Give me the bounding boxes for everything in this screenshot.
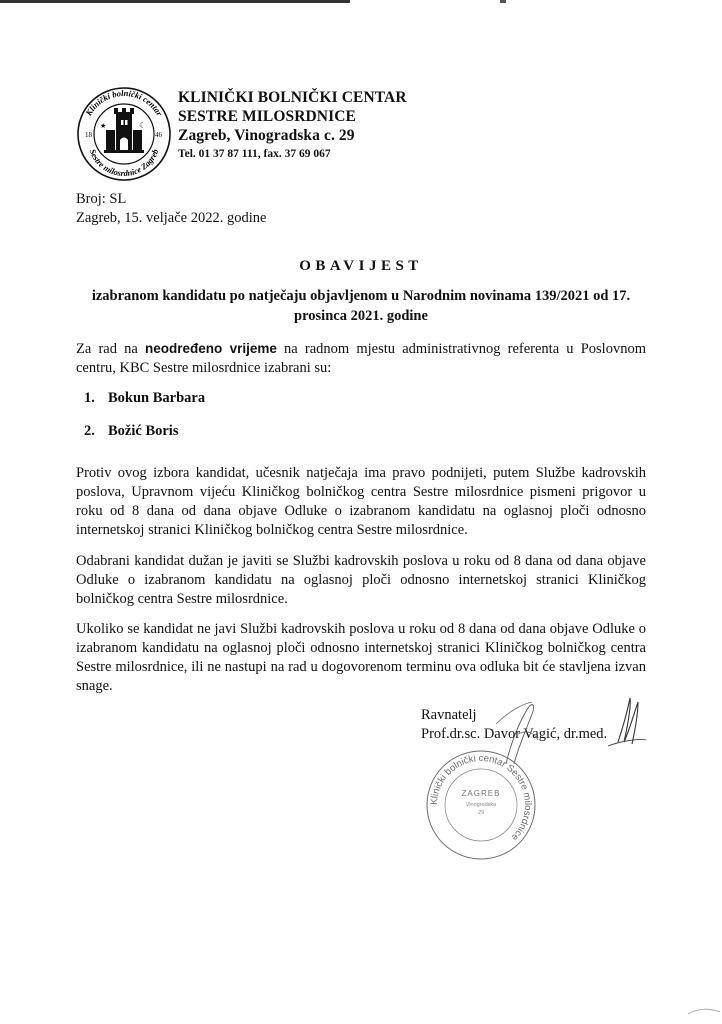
org-name-line2: SESTRE MILOSRDNICE [178,108,356,125]
org-name-line1: KLINIČKI BOLNIČKI CENTAR [178,89,407,106]
logo-year-left: 18 [85,131,92,139]
revocation-paragraph: Ukoliko se kandidat ne javi Službi kadrovskih poslova u roku od 8 dana od dana objave Odluke o izabranom kandidatu na oglasnoj ploči odnosno internetskoj stranici Kliničkog bolničkog centra Sestre milosrdnice, ili ne nastupi na rad u dogovorenom terminu ova odluka bit će stavljena izvan snage. [76,621,646,694]
list-item [84,388,205,408]
star-icon: ★ [100,122,107,130]
stamp-center-text: ZAGREB [461,789,501,798]
document-meta [76,190,266,228]
organization-header [178,88,407,164]
official-stamp [424,748,538,862]
intro-emphasis: neodređeno vrijeme [145,341,277,356]
candidate-list [84,388,205,454]
scan-edge-line [0,0,350,3]
list-item [84,421,205,441]
stamp-center-sub: Vinogradska [465,802,497,808]
document-subtitle: izabranom kandidatu po natječaju objavljenom u Narodnim novinama 139/2021 od 17. prosinca 2021. godine [91,288,631,324]
document-date: Zagreb, 15. veljače 2022. godine [76,210,267,226]
list-item-number: 1. [84,390,95,406]
scan-edge-mark [500,0,506,3]
stamp-center-number: 29 [477,810,485,816]
candidate-name: Bokun Barbara [108,390,206,406]
objection-paragraph: Protiv ovog izbora kandidat, učesnik natječaja ima pravo podnijeti, putem Službe kadrovskih poslova, Upravnom vijeću Kliničkog bolničkog centra Sestre milosrdnice pismeni prigovor u roku od 8 dana od dana objave Odluke o izabranom kandidatu na oglasnoj ploči odnosno internetskoj stranici Kliničkog bolničkog centra Sestre milosrdnice. [76,465,646,538]
logo-year-right: 46 [155,131,162,139]
candidate-name: Božić Boris [108,423,179,439]
castle-tower-icon [104,108,147,153]
intro-text-after: na radnom mjestu administrativnog referenta u Poslovnom centru, KBC Sestre milosrdnice izabrani su: [76,341,646,376]
stamp-ring-text: Klinički bolnički centar Sestre milosrdnice [428,752,534,843]
reporting-paragraph: Odabrani kandidat dužan je javiti se Službi kadrovskih poslova u roku od 8 dana od dana objave Odluke o izabranom kandidatu na oglasnoj ploči odnosno internetskoj stranici Kliničkog bolničkog centra Sestre milosrdnice. [76,553,646,607]
logo-ring-bottom-text: Sestre milosrdnice Zagreb [87,147,161,179]
signatory-role: Ravnatelj [421,707,477,723]
org-contact: Tel. 01 37 87 111, fax. 37 69 067 [178,148,331,160]
document-number: Broj: SL [76,191,127,207]
hospital-seal-logo [76,86,172,182]
intro-paragraph [76,339,646,378]
logo-ring-top-text: Klinički bolnički centar [83,87,165,118]
signatory-name: Prof.dr.sc. Davor Vagić, dr.med. [421,726,608,742]
list-item-number: 2. [84,423,95,439]
crescent-icon: ☾ [139,121,147,130]
intro-text-before: Za rad na [76,341,146,357]
org-address: Zagreb, Vinogradska c. 29 [178,127,355,144]
document-title: OBAVIJEST [299,258,423,274]
scan-corner-mark [686,1006,722,1016]
